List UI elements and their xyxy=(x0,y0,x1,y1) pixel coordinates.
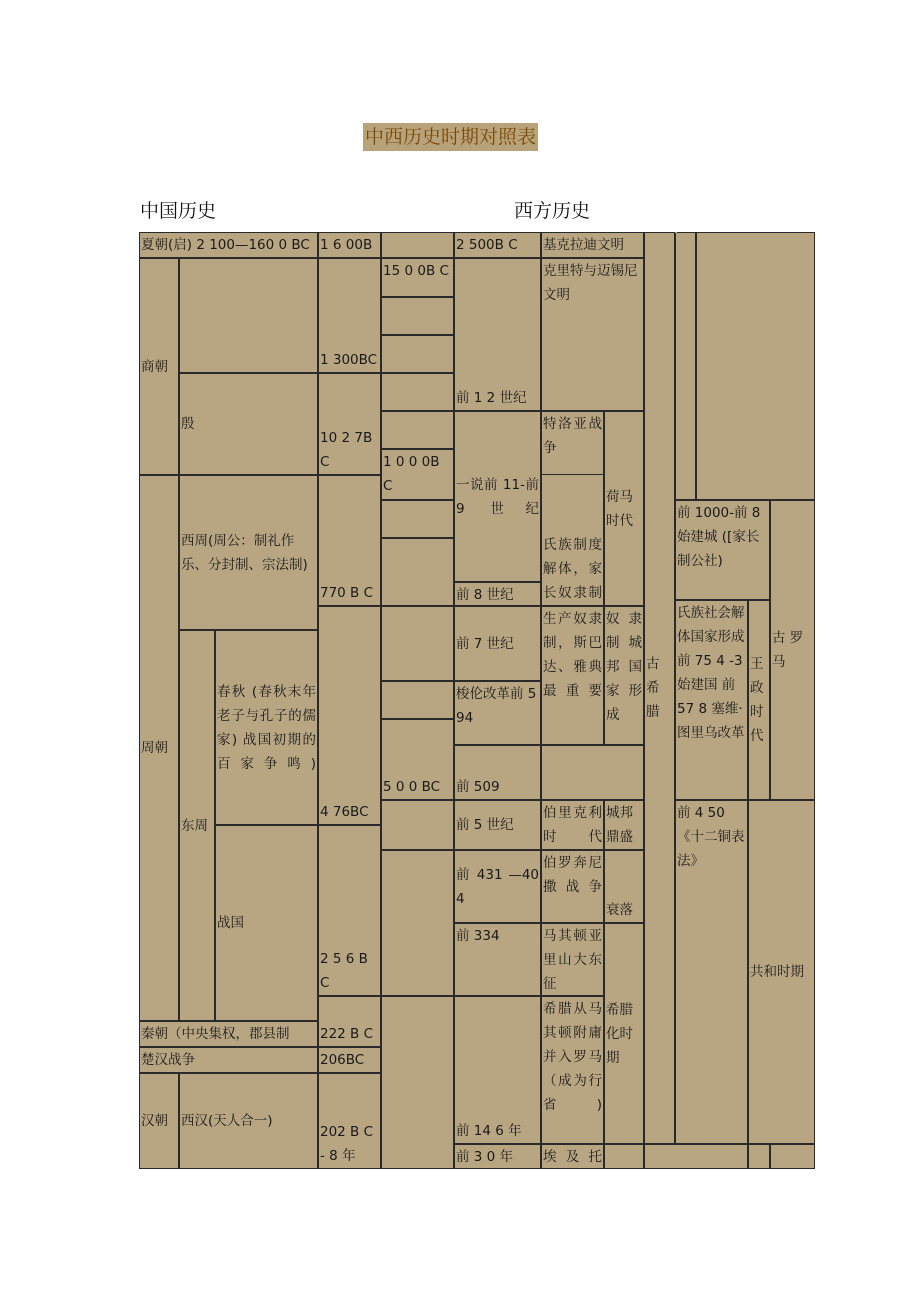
table-cell xyxy=(381,996,454,1169)
table-cell xyxy=(675,600,748,800)
table-cell xyxy=(748,1144,770,1169)
cell-text: 楚汉战争 xyxy=(141,1052,195,1068)
table-cell xyxy=(381,500,454,538)
table-cell xyxy=(644,232,675,1144)
cell-text: 1 6 00B xyxy=(320,237,373,253)
table-cell xyxy=(381,373,454,411)
cell-text: 4 76BC xyxy=(320,804,369,820)
table-cell xyxy=(381,538,454,606)
cell-text: 夏朝(启) 2 100—160 0 BC xyxy=(141,237,310,253)
table-cell xyxy=(748,600,770,800)
table-cell xyxy=(541,923,604,996)
table-cell xyxy=(381,800,454,850)
cell-text: 前 5 世纪 xyxy=(456,817,514,833)
table-cell xyxy=(770,500,815,800)
cell-text: 周朝 xyxy=(141,740,168,756)
cell-text: 一说前 11-前 9 世纪 xyxy=(456,476,539,517)
table-cell xyxy=(454,258,541,411)
table-cell xyxy=(454,681,541,745)
table-cell xyxy=(696,232,815,500)
cell-text: 5 0 0 BC xyxy=(383,779,441,795)
table-cell xyxy=(318,1073,381,1169)
cell-text: 东周 xyxy=(181,817,208,834)
cell-text: 2 5 6 B C xyxy=(320,951,368,991)
cell-text: 殷 xyxy=(181,416,195,432)
table-cell xyxy=(179,475,318,630)
china-history-header: 中国历史 xyxy=(140,200,217,222)
cell-text: 生产奴隶制，斯巴达、雅典最重要 xyxy=(543,611,602,699)
table-cell xyxy=(454,232,541,258)
cell-text: 春秋 (春秋末年老子与孔子的儒家) 战国初期的百家争鸣) xyxy=(217,683,316,772)
cell-text: 770 B C xyxy=(320,585,374,601)
table-cell xyxy=(541,606,604,745)
cell-text: 1 0 0 0B C xyxy=(383,454,440,494)
cell-text: 前 7 世纪 xyxy=(456,635,514,652)
table-cell xyxy=(179,258,318,373)
cell-text: 汉朝 xyxy=(141,1113,168,1129)
table-cell xyxy=(541,996,604,1144)
table-cell xyxy=(179,373,318,475)
cell-text: 伯里克利时代 xyxy=(543,805,602,845)
table-cell xyxy=(318,373,381,475)
table-cell xyxy=(318,258,381,373)
table-cell xyxy=(541,232,644,258)
table-cell xyxy=(675,232,696,500)
table-cell xyxy=(381,719,454,800)
cell-text: 商朝 xyxy=(141,358,168,375)
cell-text: 前 1 2 世纪 xyxy=(456,390,527,406)
table-cell xyxy=(604,606,644,745)
table-cell xyxy=(675,800,748,1144)
cell-text: 西汉(天人合一) xyxy=(181,1113,273,1129)
table-cell xyxy=(454,800,541,850)
table-cell xyxy=(541,258,644,411)
cell-text: 荷马时代 xyxy=(606,488,633,529)
table-cell xyxy=(318,475,381,606)
cell-text: 2 500B C xyxy=(456,237,518,253)
table-cell xyxy=(318,1047,381,1073)
cell-text: 氏族社会解体国家形成 前 75 4 -3 始建国 前 57 8 塞维·图里乌改革 xyxy=(677,605,745,741)
table-cell xyxy=(139,258,179,475)
west-history-header: 西方历史 xyxy=(514,200,591,222)
table-cell xyxy=(454,1144,541,1169)
cell-text: 克里特与迈锡尼文明 xyxy=(543,263,638,303)
cell-text: 1 300BC xyxy=(320,352,378,368)
table-cell xyxy=(318,825,381,996)
table-cell xyxy=(318,996,381,1047)
cell-text: 前 4 50《十二铜表法》 xyxy=(677,805,745,869)
table-cell xyxy=(381,606,454,681)
table-cell xyxy=(139,232,318,258)
cell-text: 希腊从马其顿附庸并入罗马（成为行省) xyxy=(543,1001,602,1113)
table-cell xyxy=(381,335,454,373)
table-cell xyxy=(179,1073,318,1169)
cell-text: 基克拉迪文明 xyxy=(543,237,624,253)
cell-text: 前 8 世纪 xyxy=(456,587,514,603)
cell-text: 前 1000-前 8 始建城 ([家长制公社) xyxy=(677,505,761,569)
table-cell xyxy=(215,825,318,1021)
cell-text: 埃及托 xyxy=(543,1149,602,1165)
table-cell xyxy=(454,996,541,1144)
table-cell xyxy=(541,850,604,923)
table-cell xyxy=(541,745,644,800)
table-cell xyxy=(644,1144,748,1169)
table-cell xyxy=(381,411,454,449)
table-cell xyxy=(381,449,454,500)
cell-text: 衰落 xyxy=(606,902,633,918)
cell-text: 秦朝（中央集权，郡县制 xyxy=(141,1026,290,1042)
cell-text: 前 431 —404 xyxy=(456,866,539,907)
cell-text: 西周(周公：制礼作乐、分封制、宗法制) xyxy=(181,532,308,573)
table-cell xyxy=(179,630,215,1021)
cell-text: 战国 xyxy=(217,915,244,931)
cell-text: 马其顿亚里山大东征 xyxy=(543,928,602,992)
table-cell xyxy=(541,800,604,850)
table-cell xyxy=(139,1047,318,1073)
table-cell xyxy=(675,232,677,233)
cell-text: 222 B C xyxy=(320,1026,374,1042)
table-cell xyxy=(381,681,454,719)
table-cell xyxy=(318,606,381,825)
table-cell xyxy=(604,923,644,1144)
cell-text: 前 334 xyxy=(456,928,500,944)
cell-text: 10 2 7BC xyxy=(320,430,373,470)
table-cell xyxy=(139,1021,318,1047)
cell-text: 伯罗奔尼撒战争 xyxy=(543,855,602,895)
table-cell xyxy=(454,606,541,681)
cell-text: 共和时期 xyxy=(750,964,804,980)
table-cell xyxy=(604,1144,644,1169)
table-cell xyxy=(454,582,541,606)
table-cell xyxy=(318,232,381,258)
table-cell xyxy=(454,745,541,800)
table-cell xyxy=(454,923,541,996)
table-cell xyxy=(604,850,644,923)
table-cell xyxy=(454,411,541,582)
cell-text: 氏族制度解体，家长奴隶制 xyxy=(543,537,602,601)
table-cell xyxy=(381,850,454,996)
table-cell xyxy=(454,850,541,923)
table-cell xyxy=(675,500,770,600)
table-cell xyxy=(215,630,318,825)
cell-text: 202 B C - 8 年 xyxy=(320,1124,374,1164)
page-title: 中西历史时期对照表 xyxy=(363,123,538,151)
cell-text: 古 希 腊 xyxy=(646,656,660,720)
table-cell xyxy=(381,258,454,297)
table-cell xyxy=(541,474,604,606)
table-cell xyxy=(770,1144,815,1169)
table-cell xyxy=(604,800,644,850)
table-cell xyxy=(604,411,644,606)
cell-text: 前 509 xyxy=(456,779,500,795)
cell-text: 王政时代 xyxy=(750,656,764,744)
cell-text: 前 14 6 年 xyxy=(456,1123,522,1139)
cell-text: 希腊化时期 xyxy=(606,1001,633,1066)
cell-text: 特洛亚战争 xyxy=(543,416,602,456)
cell-text: 城邦鼎盛 xyxy=(606,805,633,845)
cell-text: 奴隶制城邦国家形成 xyxy=(606,611,642,723)
table-cell xyxy=(748,800,815,1144)
table-cell xyxy=(139,475,179,1021)
cell-text: 古 罗 马 xyxy=(772,630,804,670)
cell-text: 梭伦改革前 5 94 xyxy=(456,686,537,726)
table-cell xyxy=(381,297,454,335)
table-cell xyxy=(139,1073,179,1169)
cell-text: 前 3 0 年 xyxy=(456,1149,514,1165)
cell-text: 206BC xyxy=(320,1052,365,1068)
cell-text: 15 0 0B C xyxy=(383,263,449,279)
table-cell xyxy=(381,232,454,258)
table-cell xyxy=(541,1144,604,1169)
